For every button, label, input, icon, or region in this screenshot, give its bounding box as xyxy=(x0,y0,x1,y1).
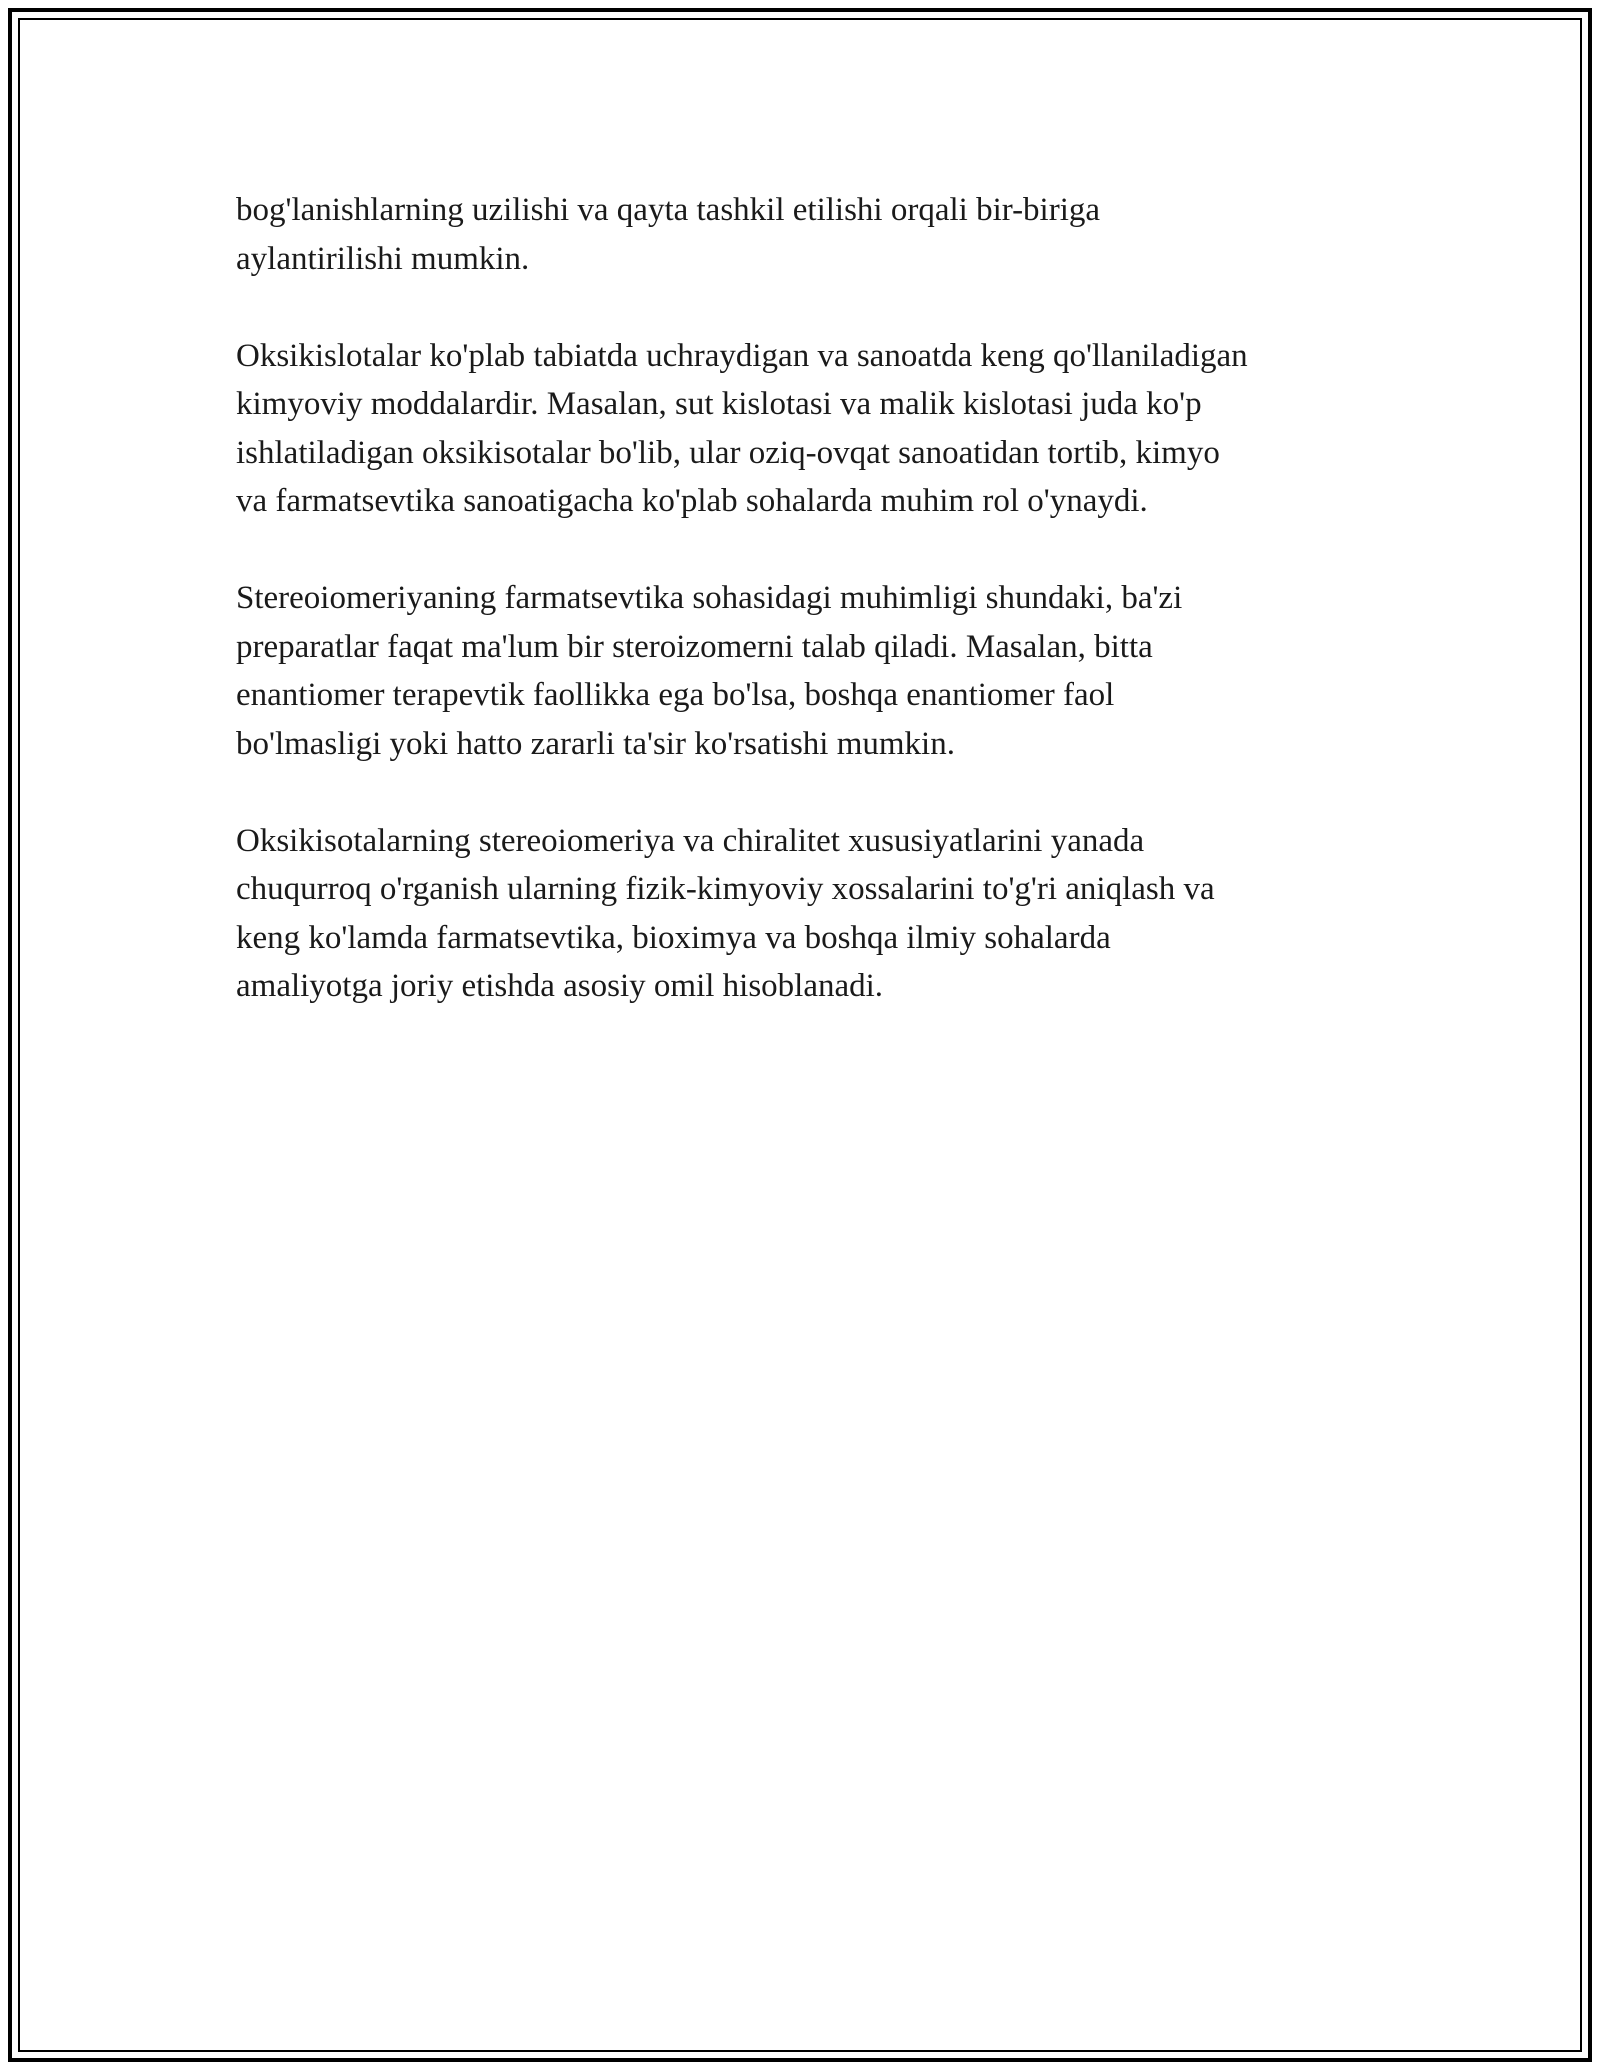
text-line: amaliyotga joriy etishda asosiy omil hisoblanadi. xyxy=(236,968,884,1004)
text-line: bog'lanishlarning uzilishi va qayta tashkil etilishi orqali bir-biriga xyxy=(236,192,1101,228)
paragraph-3 xyxy=(236,574,1376,768)
text-line: chuqurroq o'rganish ularning fizik-kimyoviy xossalarini to'g'ri aniqlash va xyxy=(236,871,1215,907)
text-line: bo'lmasligi yoki hatto zararli ta'sir ko'rsatishi mumkin. xyxy=(236,725,955,762)
text-line: Oksikislotalar ko'plab tabiatda uchraydigan va sanoatda keng qo'llaniladigan xyxy=(236,337,1248,374)
text-line: keng ko'lamda farmatsevtika, bioximya va boshqa ilmiy sohalarda xyxy=(236,919,1111,956)
paragraph-4 xyxy=(236,817,1376,1011)
text-line: enantiomer terapevtik faollikka ega bo'lsa, boshqa enantiomer faol xyxy=(236,677,1115,713)
paragraph-2 xyxy=(236,332,1376,526)
paragraph-1 xyxy=(236,186,1376,283)
text-line: aylantirilishi mumkin. xyxy=(236,240,530,277)
text-line: va farmatsevtika sanoatigacha ko'plab sohalarda muhim rol o'ynaydi. xyxy=(236,483,1148,519)
text-line: kimyoviy moddalardir. Masalan, sut kislotasi va malik kislotasi juda ko'p xyxy=(236,386,1202,422)
document-body xyxy=(236,186,1376,1011)
text-line: Oksikisotalarning stereoiomeriya va chiralitet xususiyatlarini yanada xyxy=(236,822,1145,859)
text-line: ishlatiladigan oksikisotalar bo'lib, ular oziq-ovqat sanoatidan tortib, kimyo xyxy=(236,434,1220,471)
text-line: preparatlar faqat ma'lum bir steroizomerni talab qiladi. Masalan, bitta xyxy=(236,628,1153,665)
text-line: Stereoiomeriyaning farmatsevtika sohasidagi muhimligi shundaki, ba'zi xyxy=(236,580,1183,616)
